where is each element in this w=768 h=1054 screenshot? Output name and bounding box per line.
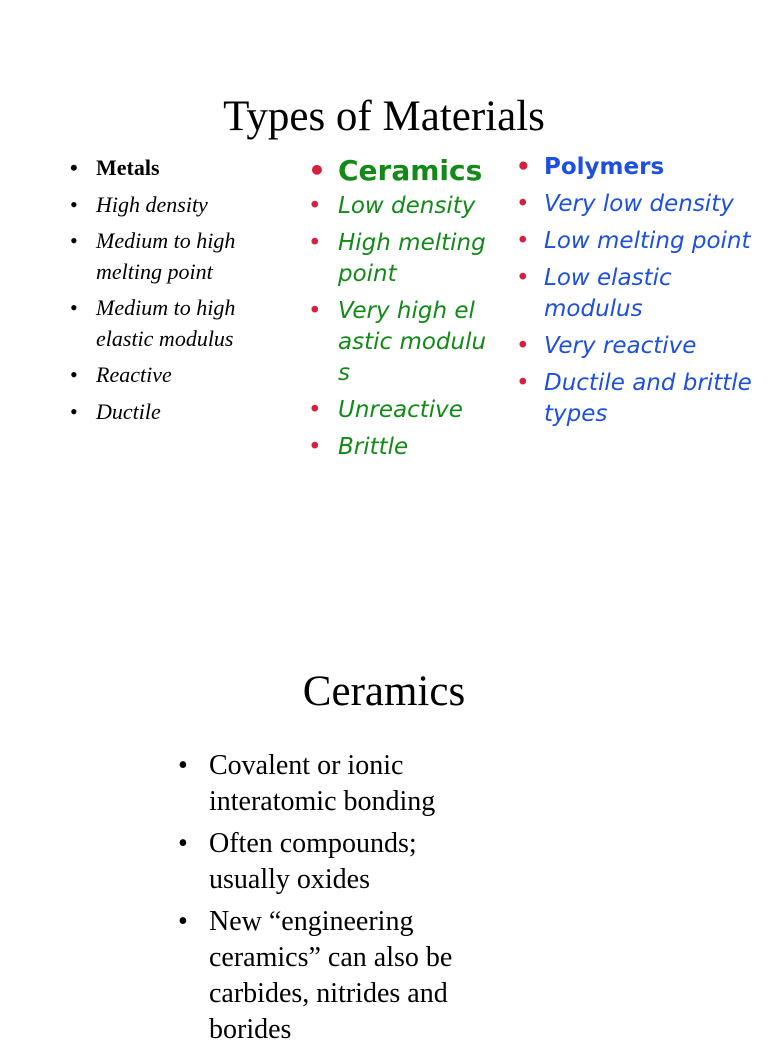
ceramics-item — [308, 228, 488, 290]
polymers-item — [516, 189, 756, 220]
bullet-icon: • — [178, 906, 188, 937]
list-item-text: Often compounds; usually oxides — [209, 828, 417, 895]
list-item-text: New “engineering ceramics” can also be carbides, nitrides and borides — [209, 906, 453, 1045]
polymers-item — [516, 368, 756, 430]
slide-title-types-of-materials: Types of Materials — [223, 93, 545, 140]
metals-item-text: Reactive — [96, 362, 172, 387]
ceramics-bullet-list — [178, 748, 478, 1054]
ceramics-item — [308, 296, 488, 389]
bullet-icon: • — [308, 434, 322, 460]
list-item — [178, 826, 478, 898]
polymers-item-text: Very reactive — [544, 333, 697, 359]
polymers-item — [516, 263, 756, 325]
bullet-icon: • — [70, 228, 78, 253]
metals-item-text: Ductile — [96, 398, 161, 424]
polymers-item-text: Very low density — [544, 191, 734, 217]
bullet-icon: • — [308, 397, 322, 423]
polymers-item — [516, 226, 756, 257]
list-item — [178, 904, 478, 1048]
bullet-icon: • — [70, 295, 78, 320]
polymers-item-text: Low elastic modulus — [544, 265, 672, 322]
ceramics-item-text: Unreactive — [338, 397, 463, 423]
metals-item-text: Medium to high elastic modulus — [96, 295, 236, 351]
bullet-icon: • — [516, 154, 531, 180]
metals-heading — [70, 153, 240, 184]
bullet-icon: • — [516, 333, 530, 359]
metals-column — [70, 153, 240, 433]
bullet-icon: • — [178, 750, 188, 781]
bullet-icon: • — [516, 228, 530, 254]
polymers-heading — [516, 152, 756, 183]
metals-item — [70, 190, 240, 221]
bullet-icon: • — [516, 191, 530, 217]
bullet-icon: • — [70, 191, 78, 217]
bullet-icon: • — [308, 193, 322, 219]
ceramics-heading-text: Ceramics — [338, 154, 483, 187]
polymers-column — [516, 152, 756, 436]
ceramics-item-text: Brittle — [338, 434, 409, 460]
polymers-item — [516, 331, 756, 362]
bullet-icon: • — [70, 155, 78, 180]
ceramics-column — [308, 152, 488, 469]
bullet-icon: • — [516, 370, 530, 396]
bullet-icon: • — [308, 230, 322, 256]
ceramics-heading — [308, 152, 488, 189]
polymers-heading-text: Polymers — [544, 154, 665, 180]
bullet-icon: • — [70, 362, 78, 387]
ceramics-item — [308, 432, 488, 463]
metals-item — [70, 226, 240, 287]
bullet-icon: • — [308, 154, 326, 187]
metals-heading-text: Metals — [96, 155, 160, 180]
list-item — [178, 748, 478, 820]
bullet-icon: • — [308, 298, 322, 324]
ceramics-item-text: High melting point — [338, 230, 486, 287]
bullet-icon: • — [516, 265, 530, 291]
metals-item — [70, 360, 240, 391]
metals-item-text: Medium to high melting point — [96, 228, 236, 284]
ceramics-item — [308, 191, 488, 222]
metals-item — [70, 397, 240, 428]
ceramics-item — [308, 395, 488, 426]
metals-item — [70, 293, 240, 354]
slide-title-ceramics: Ceramics — [302, 668, 466, 715]
ceramics-item-text: Very high elastic modulus — [338, 298, 487, 386]
bullet-icon: • — [178, 828, 188, 859]
list-item-text: Covalent or ionic interatomic bonding — [209, 750, 436, 817]
ceramics-item-text: Low density — [338, 193, 476, 219]
metals-item-text: High density — [96, 191, 208, 217]
polymers-item-text: Ductile and brittle types — [544, 370, 752, 427]
polymers-item-text: Low melting point — [544, 228, 751, 254]
bullet-icon: • — [70, 398, 78, 424]
